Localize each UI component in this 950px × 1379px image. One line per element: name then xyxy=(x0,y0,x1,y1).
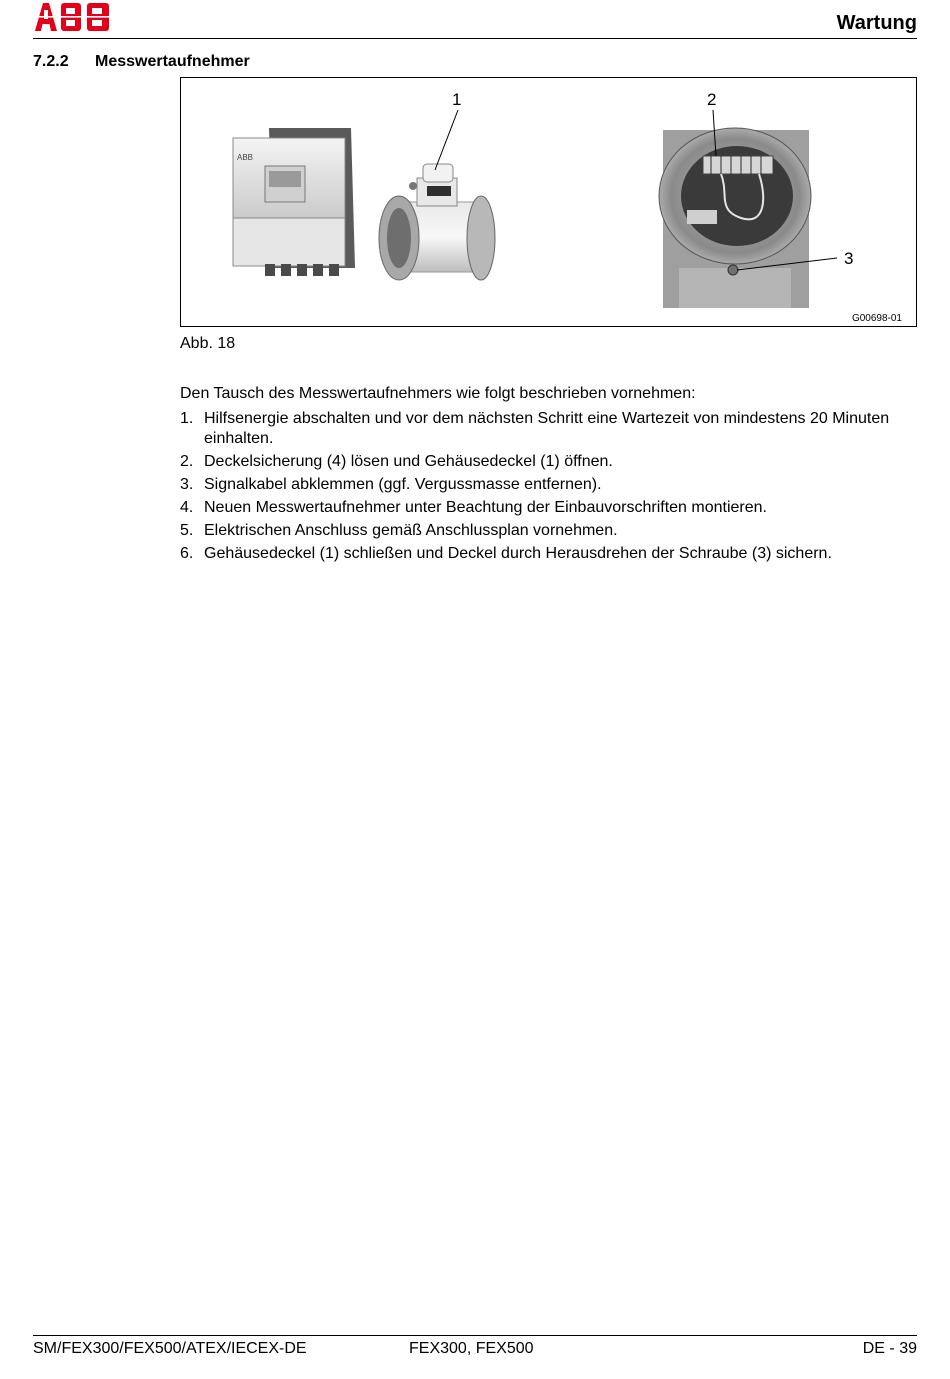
step-item xyxy=(180,521,900,541)
figure-caption: Abb. 18 xyxy=(180,335,236,352)
figure-18 xyxy=(180,77,917,327)
flowmeter-sensor-illustration xyxy=(379,164,495,280)
step-item xyxy=(180,498,900,518)
section-number: 7.2.2 xyxy=(33,53,69,70)
terminal-compartment-illustration xyxy=(659,128,811,308)
footer-divider xyxy=(33,1335,917,1336)
step-text: Deckelsicherung (4) lösen und Gehäusedeckel (1) öffnen. xyxy=(204,453,613,470)
figure-illustration xyxy=(181,78,917,327)
step-text: Gehäusedeckel (1) schließen und Deckel durch Herausdrehen der Schraube (3) sichern. xyxy=(204,545,832,562)
step-text: Elektrischen Anschluss gemäß Anschlussplan vornehmen. xyxy=(204,522,618,539)
header-divider xyxy=(33,38,917,39)
abb-logo xyxy=(33,3,113,31)
procedure-steps xyxy=(180,409,900,564)
step-text: Neuen Messwertaufnehmer unter Beachtung der Einbauvorschriften montieren. xyxy=(204,499,767,516)
step-text: Signalkabel abklemmen (ggf. Vergussmasse entfernen). xyxy=(204,476,602,493)
step-number: 3. xyxy=(180,476,194,493)
footer-document-id: SM/FEX300/FEX500/ATEX/IECEX-DE xyxy=(33,1340,307,1357)
page-header-title: Wartung xyxy=(836,12,917,34)
step-item xyxy=(180,452,900,472)
step-number: 4. xyxy=(180,499,194,516)
step-number: 1. xyxy=(180,410,194,427)
svg-text:ABB: ABB xyxy=(237,153,254,162)
step-number: 2. xyxy=(180,453,194,470)
section-title: Messwertaufnehmer xyxy=(95,53,250,70)
callout-1: 1 xyxy=(452,90,462,109)
section-heading xyxy=(33,53,250,71)
figure-code: G00698-01 xyxy=(851,313,902,324)
procedure-intro: Den Tausch des Messwertaufnehmers wie folgt beschrieben vornehmen: xyxy=(180,385,696,402)
step-item xyxy=(180,475,900,495)
step-text: Hilfsenergie abschalten und vor dem nächsten Schritt eine Wartezeit von mindestens 20 Minuten einhalten. xyxy=(204,410,890,447)
step-item xyxy=(180,544,900,564)
footer-page-number: DE - 39 xyxy=(862,1340,917,1357)
callout-2: 2 xyxy=(707,90,717,109)
procedure-text xyxy=(180,384,900,567)
step-number: 5. xyxy=(180,522,194,539)
footer-product: FEX300, FEX500 xyxy=(409,1340,534,1357)
transmitter-illustration xyxy=(233,128,355,276)
step-item xyxy=(180,409,900,449)
callout-3: 3 xyxy=(844,249,854,268)
step-number: 6. xyxy=(180,545,194,562)
